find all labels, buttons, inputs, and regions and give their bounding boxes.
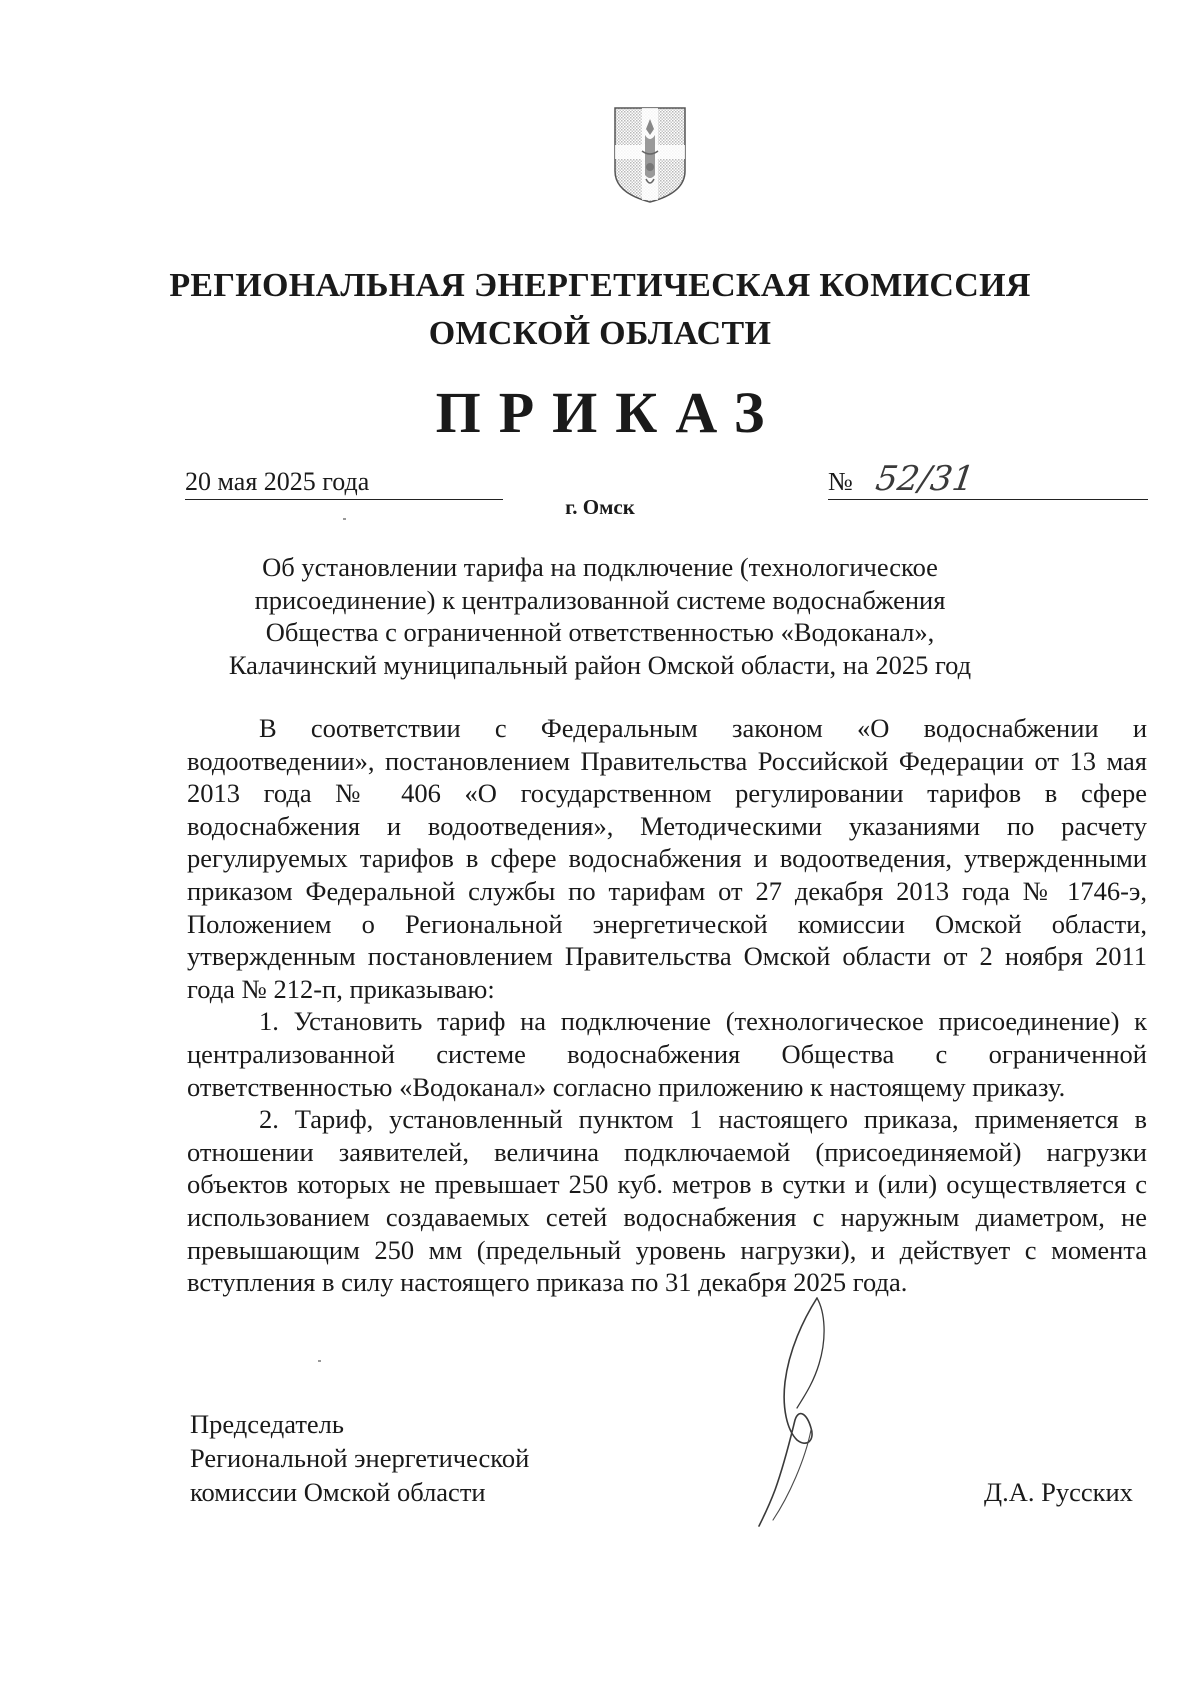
signer-position-line-3: комиссии Омской области	[190, 1477, 486, 1507]
number-sign: №	[828, 467, 853, 496]
signer-name: Д.А. Русских	[984, 1477, 1133, 1507]
organization-title-line-1: РЕГИОНАЛЬНАЯ ЭНЕРГЕТИЧЕСКАЯ КОМИССИЯ	[169, 267, 1031, 304]
city-label: г. Омск	[565, 495, 635, 519]
order-subject-line-2: присоединение) к централизованной системе водоснабжения	[254, 584, 946, 615]
scan-speck	[318, 1360, 321, 1362]
order-subject-line-4: Калачинский муниципальный район Омской области, на 2025 год	[228, 649, 972, 680]
organization-title	[0, 262, 1200, 358]
signature-icon	[745, 1290, 855, 1530]
signer-position-line-1: Председатель	[190, 1409, 344, 1439]
organization-title-line-2: ОМСКОЙ ОБЛАСТИ	[428, 315, 772, 352]
coat-of-arms-icon	[612, 105, 688, 205]
document-number-handwritten: 52/31	[873, 459, 977, 499]
clause-2-paragraph: 2. Тариф, установленный пунктом 1 настоящего приказа, применяется в отношении заявителей, величина подключаемой (присоединяемой) нагрузки объектов которых не превышает 250 куб. метров в сутки и (или) осуществляется с использованием создаваемых сетей водоснабжения с наружным диаметром, не превышающим 250 мм (предельный уровень нагрузки), и действует с момента вступления в силу настоящего приказа по 31 декабря 2025 года.	[187, 1104, 1147, 1298]
clause-1-paragraph: 1. Установить тариф на подключение (технологическое присоединение) к централизованной системе водоснабжения Общества с ограниченной ответственностью «Водоканал» согласно приложению к настоящему приказу.	[187, 1006, 1147, 1102]
preamble-paragraph: В соответствии с Федеральным законом «О водоснабжении и водоотведении», постановлением Правительства Российской Федерации от 13 мая 2013 года № 406 «О государственном регулировании тарифов в сфере водоснабжения и водоотведения», Методическими указаниями по расчету регулируемых тарифов в сфере водоснабжения и водоотведения, утвержденными приказом Федеральной службы по тарифам от 27 декабря 2013 года № 1746-э, Положением о Региональной энергетической комиссии Омской области, утвержденным постановлением Правительства Омской области от 2 ноября 2011 года № 212-п, приказываю:	[187, 713, 1147, 1004]
signer-position-line-2: Региональной энергетической	[190, 1443, 530, 1473]
order-subject	[0, 551, 1200, 681]
order-subject-line-1: Об установлении тарифа на подключение (технологическое	[262, 552, 938, 582]
signer-position	[190, 1407, 529, 1509]
document-date: 20 мая 2025 года	[185, 467, 370, 496]
scan-speck	[343, 518, 346, 520]
document-type-heading: ПРИКАЗ	[435, 380, 783, 445]
order-subject-line-3: Общества с ограниченной ответственностью «Водоканал»,	[265, 617, 935, 647]
order-body	[187, 712, 1147, 1299]
